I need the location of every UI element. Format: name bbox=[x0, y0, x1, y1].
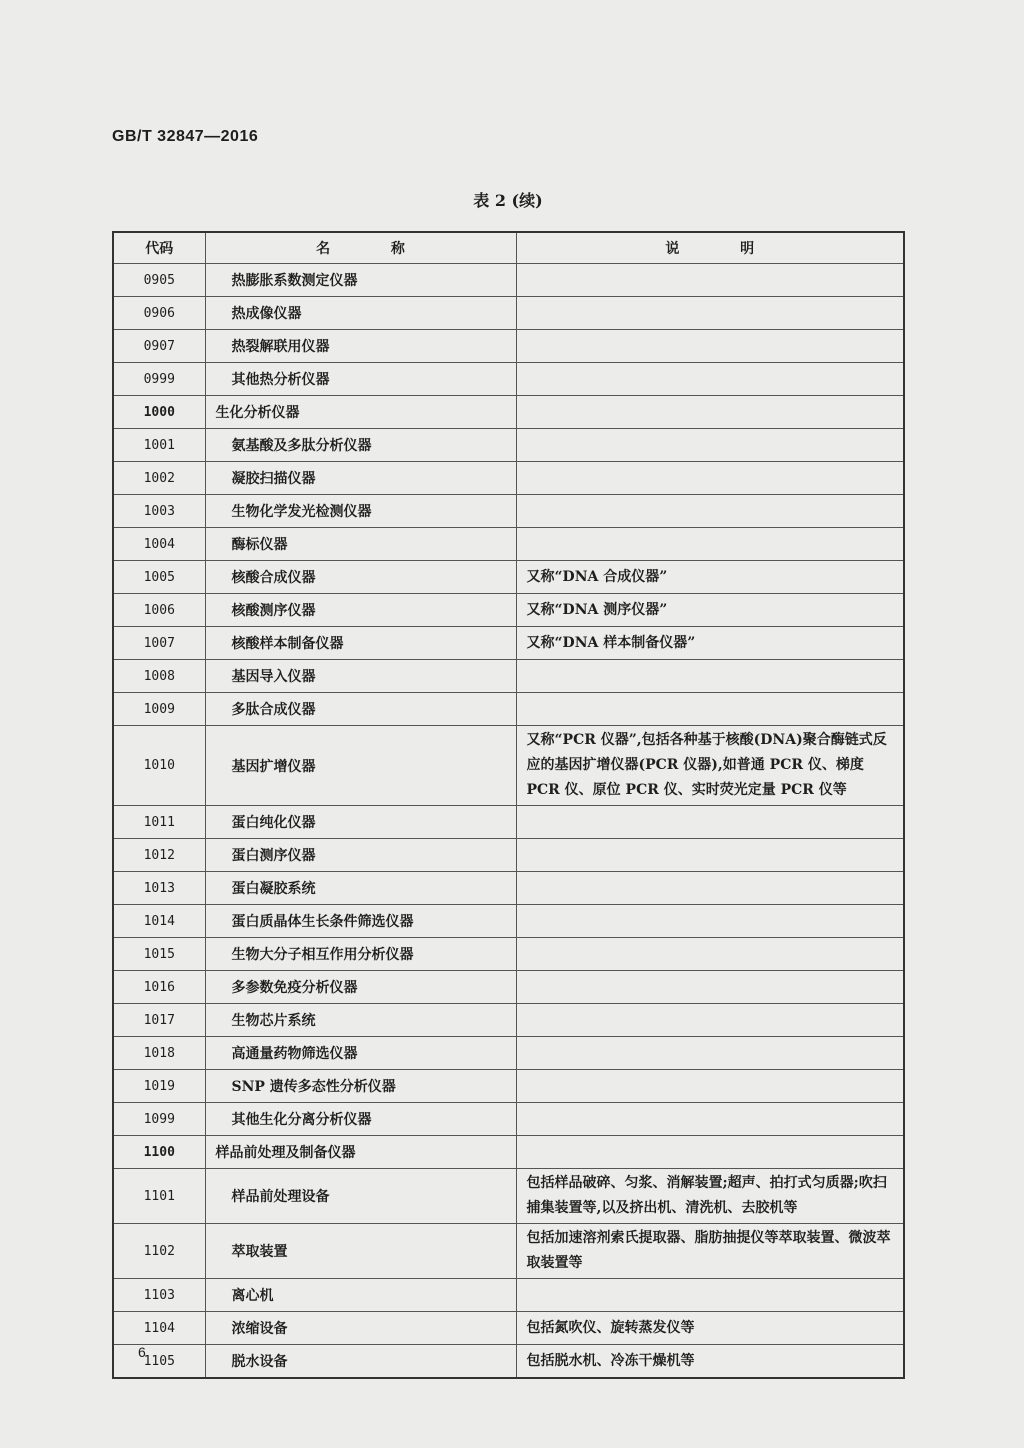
table-row bbox=[113, 462, 904, 495]
cell-name: 蛋白测序仪器 bbox=[205, 839, 516, 872]
cell-code: 1014 bbox=[113, 905, 205, 938]
cell-name: 基因扩增仪器 bbox=[205, 726, 516, 806]
cell-name: 蛋白质晶体生长条件筛选仪器 bbox=[205, 905, 516, 938]
table-row bbox=[113, 872, 904, 905]
header-desc: 说 明 bbox=[516, 232, 904, 264]
cell-desc bbox=[516, 264, 904, 297]
cell-name: 生物大分子相互作用分析仪器 bbox=[205, 938, 516, 971]
cell-desc bbox=[516, 1136, 904, 1169]
table-row bbox=[113, 330, 904, 363]
table-row bbox=[113, 660, 904, 693]
cell-desc bbox=[516, 528, 904, 561]
table-row bbox=[113, 627, 904, 660]
cell-desc bbox=[516, 1004, 904, 1037]
cell-code: 1000 bbox=[113, 396, 205, 429]
cell-desc bbox=[516, 396, 904, 429]
table-body bbox=[113, 264, 904, 1379]
table-row bbox=[113, 1004, 904, 1037]
cell-name: 其他热分析仪器 bbox=[205, 363, 516, 396]
table-row bbox=[113, 806, 904, 839]
cell-code: 1002 bbox=[113, 462, 205, 495]
cell-code: 1015 bbox=[113, 938, 205, 971]
header-name: 名 称 bbox=[205, 232, 516, 264]
cell-desc: 又称“DNA 合成仪器” bbox=[516, 561, 904, 594]
cell-code: 1017 bbox=[113, 1004, 205, 1037]
cell-code: 1103 bbox=[113, 1279, 205, 1312]
cell-desc bbox=[516, 839, 904, 872]
cell-name: 蛋白纯化仪器 bbox=[205, 806, 516, 839]
cell-desc bbox=[516, 495, 904, 528]
cell-code: 1007 bbox=[113, 627, 205, 660]
cell-desc: 又称“DNA 样本制备仪器” bbox=[516, 627, 904, 660]
table-row bbox=[113, 495, 904, 528]
cell-desc bbox=[516, 1037, 904, 1070]
cell-code: 1102 bbox=[113, 1224, 205, 1279]
table-row bbox=[113, 561, 904, 594]
cell-desc bbox=[516, 429, 904, 462]
table-row bbox=[113, 264, 904, 297]
cell-code: 0905 bbox=[113, 264, 205, 297]
table-row bbox=[113, 1136, 904, 1169]
cell-desc bbox=[516, 938, 904, 971]
page-number: 6 bbox=[138, 1344, 146, 1360]
cell-name: 离心机 bbox=[205, 1279, 516, 1312]
cell-name: 生物芯片系统 bbox=[205, 1004, 516, 1037]
table-row bbox=[113, 396, 904, 429]
cell-desc: 又称“PCR 仪器”,包括各种基于核酸(DNA)聚合酶链式反应的基因扩增仪器(PCR 仪器),如普通 PCR 仪、梯度 PCR 仪、原位 PCR 仪、实时荧光定量 PCR 仪等 bbox=[516, 726, 904, 806]
instrument-code-table bbox=[112, 231, 905, 1379]
table-row bbox=[113, 363, 904, 396]
cell-desc bbox=[516, 872, 904, 905]
header-code: 代码 bbox=[113, 232, 205, 264]
cell-desc: 包括样品破碎、匀浆、消解装置;超声、拍打式匀质器;吹扫捕集装置等,以及挤出机、清洗机、去胶机等 bbox=[516, 1169, 904, 1224]
cell-code: 1008 bbox=[113, 660, 205, 693]
cell-desc: 包括氮吹仪、旋转蒸发仪等 bbox=[516, 1312, 904, 1345]
cell-desc bbox=[516, 806, 904, 839]
cell-name: 生化分析仪器 bbox=[205, 396, 516, 429]
cell-name: 脱水设备 bbox=[205, 1345, 516, 1379]
cell-code: 1005 bbox=[113, 561, 205, 594]
table-row bbox=[113, 726, 904, 806]
cell-code: 1009 bbox=[113, 693, 205, 726]
cell-desc bbox=[516, 693, 904, 726]
table-row bbox=[113, 1279, 904, 1312]
table-row bbox=[113, 1070, 904, 1103]
table-row bbox=[113, 528, 904, 561]
cell-name: 样品前处理及制备仪器 bbox=[205, 1136, 516, 1169]
cell-desc bbox=[516, 297, 904, 330]
cell-code: 1019 bbox=[113, 1070, 205, 1103]
table-row bbox=[113, 971, 904, 1004]
cell-code: 1104 bbox=[113, 1312, 205, 1345]
cell-name: 萃取装置 bbox=[205, 1224, 516, 1279]
cell-name: 热成像仪器 bbox=[205, 297, 516, 330]
cell-desc: 包括脱水机、冷冻干燥机等 bbox=[516, 1345, 904, 1379]
cell-desc: 又称“DNA 测序仪器” bbox=[516, 594, 904, 627]
cell-code: 1105 bbox=[113, 1345, 205, 1379]
cell-code: 1101 bbox=[113, 1169, 205, 1224]
table-row bbox=[113, 297, 904, 330]
cell-desc bbox=[516, 660, 904, 693]
table-caption: 表 2 (续) bbox=[473, 191, 543, 210]
cell-name: 多肽合成仪器 bbox=[205, 693, 516, 726]
cell-name: 浓缩设备 bbox=[205, 1312, 516, 1345]
cell-name: 热膨胀系数测定仪器 bbox=[205, 264, 516, 297]
table-row bbox=[113, 839, 904, 872]
table-row bbox=[113, 594, 904, 627]
cell-desc: 包括加速溶剂索氏提取器、脂肪抽提仪等萃取装置、微波萃取装置等 bbox=[516, 1224, 904, 1279]
cell-name: 生物化学发光检测仪器 bbox=[205, 495, 516, 528]
cell-code: 1013 bbox=[113, 872, 205, 905]
table-row bbox=[113, 1224, 904, 1279]
cell-code: 1006 bbox=[113, 594, 205, 627]
cell-name: 氨基酸及多肽分析仪器 bbox=[205, 429, 516, 462]
cell-code: 1016 bbox=[113, 971, 205, 1004]
cell-name: 核酸合成仪器 bbox=[205, 561, 516, 594]
table-row bbox=[113, 938, 904, 971]
cell-desc bbox=[516, 363, 904, 396]
table-header-row bbox=[113, 232, 904, 264]
cell-desc bbox=[516, 971, 904, 1004]
cell-desc bbox=[516, 462, 904, 495]
table-row bbox=[113, 1169, 904, 1224]
table-row bbox=[113, 1345, 904, 1379]
table-row bbox=[113, 1037, 904, 1070]
cell-code: 1011 bbox=[113, 806, 205, 839]
cell-name: 凝胶扫描仪器 bbox=[205, 462, 516, 495]
table-row bbox=[113, 693, 904, 726]
cell-code: 1099 bbox=[113, 1103, 205, 1136]
cell-code: 1003 bbox=[113, 495, 205, 528]
cell-code: 1001 bbox=[113, 429, 205, 462]
cell-name: 核酸样本制备仪器 bbox=[205, 627, 516, 660]
table-row bbox=[113, 905, 904, 938]
cell-name: 酶标仪器 bbox=[205, 528, 516, 561]
cell-name: SNP 遗传多态性分析仪器 bbox=[205, 1070, 516, 1103]
cell-code: 0906 bbox=[113, 297, 205, 330]
cell-desc bbox=[516, 1103, 904, 1136]
cell-code: 1018 bbox=[113, 1037, 205, 1070]
cell-name: 其他生化分离分析仪器 bbox=[205, 1103, 516, 1136]
cell-name: 样品前处理设备 bbox=[205, 1169, 516, 1224]
cell-desc bbox=[516, 330, 904, 363]
cell-name: 基因导入仪器 bbox=[205, 660, 516, 693]
cell-code: 0999 bbox=[113, 363, 205, 396]
cell-code: 1100 bbox=[113, 1136, 205, 1169]
standard-code: GB/T 32847—2016 bbox=[112, 128, 259, 145]
cell-name: 多参数免疫分析仪器 bbox=[205, 971, 516, 1004]
table-row bbox=[113, 1312, 904, 1345]
cell-name: 热裂解联用仪器 bbox=[205, 330, 516, 363]
cell-desc bbox=[516, 1279, 904, 1312]
cell-desc bbox=[516, 1070, 904, 1103]
cell-code: 1012 bbox=[113, 839, 205, 872]
cell-code: 1004 bbox=[113, 528, 205, 561]
cell-name: 高通量药物筛选仪器 bbox=[205, 1037, 516, 1070]
table-row bbox=[113, 429, 904, 462]
cell-name: 核酸测序仪器 bbox=[205, 594, 516, 627]
cell-code: 1010 bbox=[113, 726, 205, 806]
cell-name: 蛋白凝胶系统 bbox=[205, 872, 516, 905]
cell-desc bbox=[516, 905, 904, 938]
cell-code: 0907 bbox=[113, 330, 205, 363]
table-row bbox=[113, 1103, 904, 1136]
